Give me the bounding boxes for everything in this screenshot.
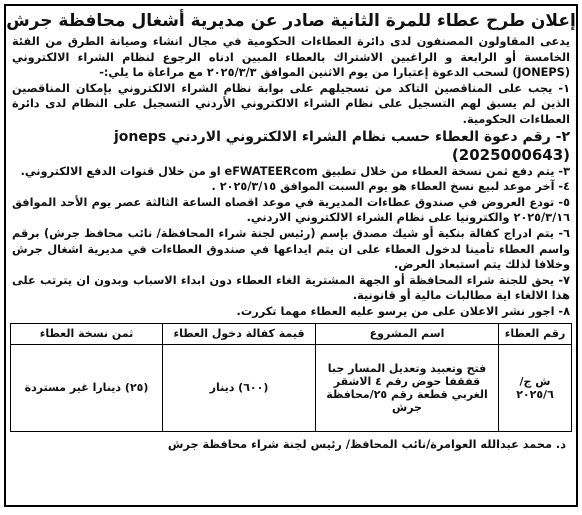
condition-item-1: ١- يجب على المناقصين التاكد من تسجيلهم على بوابة نظام الشراء الالكتروني بإمكان المناقصين الذين لم يسبق لهم التسجيل على نظام الشراء الالكتروني الأردني التسجيل على النظام لدى دائرة العطاءات الحكومية.	[12, 81, 570, 126]
table-header-row	[11, 323, 572, 344]
tender-table	[10, 323, 572, 432]
announcement-body	[6, 34, 576, 320]
condition-item-5: ٥- تودع العروض في صندوق عطاءات المديرية في موعد اقصاه الساعة الثالثة عصر يوم الأحد الموافق ٢٠٢٥/٣/١٦ والكترونيا على نظام الشراء الالكتروني الاردني.	[12, 195, 570, 225]
table-row	[11, 344, 572, 431]
condition-item-8: ٨- اجور نشر الاعلان على من يرسو عليه العطاء مهما تكررت.	[236, 304, 570, 318]
header-bond-value: قيمة كفالة دخول العطاء	[163, 323, 316, 344]
condition-item-7: ٧- يحق للجنة شراء المحافظة أو الجهة المشترية الغاء العطاء دون ابداء الاسباب وبدون ان يترتب على هذا الالغاء اية مطالبات مالية أو قانونية.	[12, 273, 570, 303]
intro-paragraph: يدعى المقاولون المصنفون لدى دائرة العطاءات الحكومية في مجال انشاء وصيانة الطرق من الفئة الخامسة أو الرابعة و الراغبين الاشتراك بالعطاء المبين ادناه الرجوع لنظام الشراء الالكتروني (JONEPS) لسحب الدعوة إعتبارا من يوم الاثنين الموافق ٢٠٢٥/٣/٣ مع مراعاة ما يلي:-	[12, 35, 570, 80]
tender-announcement	[4, 4, 578, 507]
header-tender-number: رقم العطاء	[499, 323, 572, 344]
condition-item-3: ٣- يتم دفع ثمن نسخة العطاء من خلال تطبيق eFWATEERcom او من خلال قنوات الدفع الالكتروني.	[20, 164, 570, 178]
condition-item-2	[12, 128, 570, 164]
signature: د. محمد عبدالله العوامرة/نائب المحافظ/ رئيس لجنة شراء محافظة جرش	[167, 437, 566, 451]
cell-bond-value: (٦٠٠) دينار	[163, 344, 316, 431]
header-project-name: اسم المشروع	[316, 323, 499, 344]
header-copy-price: ثمن نسخة العطاء	[11, 323, 163, 344]
condition-item-4: ٤- آخر موعد لبيع نسخ العطاء هو يوم السبت الموافق ٢٠٢٥/٣/١٥ .	[211, 180, 570, 194]
tender-invitation-number: (2025000643)	[451, 145, 570, 164]
condition-item-6: ٦- يتم ادراج كفالة بنكية أو شيك مصدق بإسم (رئيس لجنة شراء المحافظة/ نائب محافظ جرش) برقم واسم العطاء تأمينا لدخول العطاء على ان يتم ايداعها في صندوق العطاءات في مديرية اشغال جرش وخلافا لذلك يتم استبعاد العرض.	[12, 226, 570, 272]
cell-project-name: فتح وتعبيد وتعديل المسار جبا قفقفا حوض رقم ٤ الاشقر الغربي قطعة رقم ٢٥/محافظة جرش	[316, 344, 499, 431]
cell-tender-number: ش ج/ ٢٠٢٥/٦	[499, 344, 572, 431]
cell-copy-price: (٢٥) دينارا غير مستردة	[11, 344, 163, 431]
announcement-title: إعلان طرح عطاء للمرة الثانية صادر عن مديرية أشغال محافظة جرش	[6, 11, 576, 31]
item-2-text: ٢- رقم دعوة العطاء حسب نظام الشراء الالكتروني الاردني joneps	[113, 128, 570, 145]
